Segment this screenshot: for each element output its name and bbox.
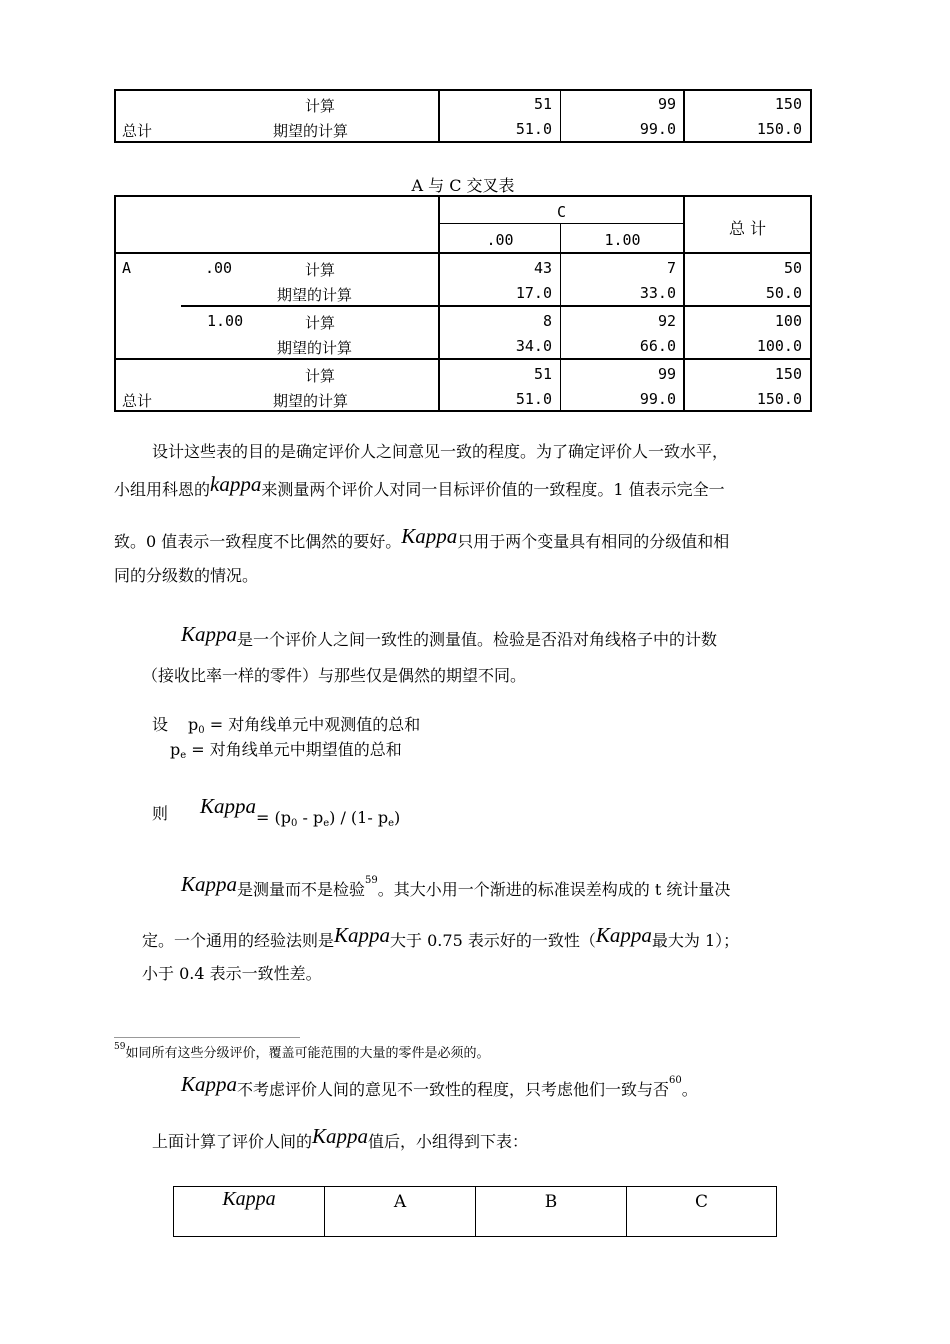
formula-b: - p: [297, 808, 324, 827]
def-pe-sub: e: [180, 750, 187, 761]
p3-line3: 小于 0.4 表示一致性差。: [142, 964, 322, 983]
crosstab-row1-expected-label: 期望的计算: [277, 339, 353, 357]
top-exp-c1: 99.0: [639, 120, 676, 138]
def-p0-symbol: p: [188, 715, 199, 734]
p5-kappa: Kappa: [312, 1124, 369, 1148]
p4-text-a: 不考虑评价人间的意见不一致性的程度，只考虑他们一致与否: [237, 1080, 670, 1099]
p3-line2-c: 最大为 1）；: [651, 931, 740, 950]
kappa-formula: [200, 794, 401, 829]
crosstab-row1-count-c0: 8: [542, 312, 552, 330]
crosstab-row1-exp-c0: 34.0: [515, 337, 552, 355]
formula-sube2: e: [388, 818, 395, 829]
p5-text-a: 上面计算了评价人间的: [152, 1132, 313, 1151]
then-label: 则: [152, 804, 169, 823]
top-exp-total: 150.0: [756, 120, 802, 138]
p4-kappa: Kappa: [181, 1072, 238, 1096]
top-expected-label: 期望的计算: [273, 122, 349, 140]
top-count-total: 150: [774, 95, 802, 113]
footnote-mark: 59: [114, 1042, 126, 1052]
p1-line2-b: 来测量两个评价人对同一目标评价值的一致程度。1 值表示完全一: [261, 480, 725, 499]
p1-kappa-2: Kappa: [401, 524, 458, 548]
p3-line1: [181, 872, 731, 899]
def-line-pe: [170, 740, 402, 761]
footnote-separator: [114, 1037, 300, 1038]
crosstab-row1-exp-c1: 66.0: [639, 337, 676, 355]
formula-sube: e: [323, 818, 330, 829]
p4-line: [181, 1072, 698, 1099]
crosstab-row-var: A: [122, 259, 132, 277]
def-pe-text: = 对角线单元中期望值的总和: [186, 740, 402, 759]
formula-a: = (p: [256, 808, 291, 827]
p3-line2-a: 定。一个通用的经验法则是: [142, 931, 335, 950]
footnote-text: 如同所有这些分级评价，覆盖可能范围的大量的零件是必须的。: [125, 1046, 490, 1061]
crosstab-row1-count-total: 100: [774, 312, 802, 330]
crosstab-title: A 与 C 交叉表: [411, 176, 515, 195]
p3-kappa-2: Kappa: [334, 923, 391, 947]
p2-line2: （接收比率一样的零件）与那些仅是偶然的期望不同。: [142, 666, 527, 685]
crosstab-row0-count-label: 计算: [305, 261, 336, 279]
crosstab-total-expected-label: 期望的计算: [273, 392, 349, 410]
top-count-label: 计算: [305, 97, 336, 115]
p3-line2: [142, 923, 740, 950]
crosstab-total-count-label: 计算: [305, 367, 336, 385]
top-total-label: 总计: [122, 122, 153, 140]
p4-footnote-ref: 60: [669, 1075, 682, 1086]
crosstab-col-level-0: .00: [486, 231, 514, 249]
top-count-c1: 99: [657, 95, 676, 113]
crosstab-total-count-c0: 51: [533, 365, 552, 383]
crosstab-row1-count-c1: 92: [657, 312, 676, 330]
crosstab-row0-exp-total: 50.0: [765, 284, 802, 302]
crosstab-row1-count-label: 计算: [305, 314, 336, 332]
p3-line1-a: 是测量而不是检验: [237, 880, 366, 899]
def-pe-symbol: p: [170, 740, 181, 759]
kappa-table-header-kappa: Kappa: [222, 1188, 276, 1210]
crosstab-total-exp-c0: 51.0: [515, 390, 552, 408]
def-set: 设: [152, 715, 169, 734]
p5-text-b: 值后，小组得到下表：: [368, 1132, 529, 1151]
def-p0-sub: 0: [198, 725, 205, 736]
crosstab-row0-count-c0: 43: [533, 259, 552, 277]
kappa-table-header-a: A: [393, 1192, 407, 1212]
p1-line1: 设计这些表的目的是确定评价人之间意见一致的程度。为了确定评价人一致水平，: [152, 442, 729, 461]
crosstab-total-count-total: 150: [774, 365, 802, 383]
p1-line4: 同的分级数的情况。: [114, 566, 259, 585]
p1-line2-a: 小组用科恩的: [114, 480, 211, 499]
crosstab-row0-count-c1: 7: [666, 259, 676, 277]
p3-line1-b: 。其大小用一个渐进的标准误差构成的 t 统计量决: [377, 880, 731, 899]
crosstab-row0-level: .00: [205, 259, 233, 277]
crosstab-total-exp-total: 150.0: [756, 390, 802, 408]
kappa-table-header-c: C: [694, 1192, 708, 1212]
p1-kappa-1: kappa: [210, 472, 262, 496]
p5-line: [152, 1124, 529, 1151]
crosstab-row1-exp-total: 100.0: [756, 337, 802, 355]
p4-text-b: 。: [681, 1080, 698, 1099]
crosstab-row0-exp-c1: 33.0: [639, 284, 676, 302]
formula-d: ): [394, 808, 401, 827]
p3-footnote-ref: 59: [365, 875, 378, 886]
def-p0-text: = 对角线单元中观测值的总和: [204, 715, 421, 734]
crosstab-total-exp-c1: 99.0: [639, 390, 676, 408]
formula-kappa: Kappa: [200, 794, 257, 818]
crosstab-row1-level: 1.00: [207, 312, 244, 330]
p3-kappa: Kappa: [181, 872, 238, 896]
crosstab-col-level-1: 1.00: [604, 231, 641, 249]
crosstab-total-count-c1: 99: [657, 365, 676, 383]
crosstab-total-label: 总计: [122, 392, 153, 410]
formula-c: ) / (1- p: [329, 808, 389, 827]
footnote-line: [114, 1042, 489, 1061]
crosstab-total-header: 总 计: [728, 219, 767, 238]
p3-line2-b: 大于 0.75 表示好的一致性（: [390, 931, 596, 950]
top-count-c0: 51: [533, 95, 552, 113]
def-line-p0: [152, 715, 421, 736]
kappa-table-header-b: B: [544, 1192, 558, 1212]
crosstab-row0-exp-c0: 17.0: [515, 284, 552, 302]
top-exp-c0: 51.0: [515, 120, 552, 138]
p2-line1: [181, 622, 718, 649]
p1-line3: [114, 524, 730, 551]
p1-line2: [114, 472, 725, 499]
formula-sub0: 0: [291, 818, 298, 829]
crosstab-row0-expected-label: 期望的计算: [277, 286, 353, 304]
p2-line1-text: 是一个评价人之间一致性的测量值。检验是否沿对角线格子中的计数: [237, 630, 718, 649]
p2-kappa: Kappa: [181, 622, 238, 646]
crosstab-row0-count-total: 50: [783, 259, 802, 277]
p1-line3-b: 只用于两个变量具有相同的分级值和相: [457, 532, 730, 551]
p3-kappa-3: Kappa: [595, 923, 652, 947]
p1-line3-a: 致。0 值表示一致程度不比偶然的要好。: [114, 532, 402, 551]
crosstab-col-var: C: [556, 203, 567, 221]
